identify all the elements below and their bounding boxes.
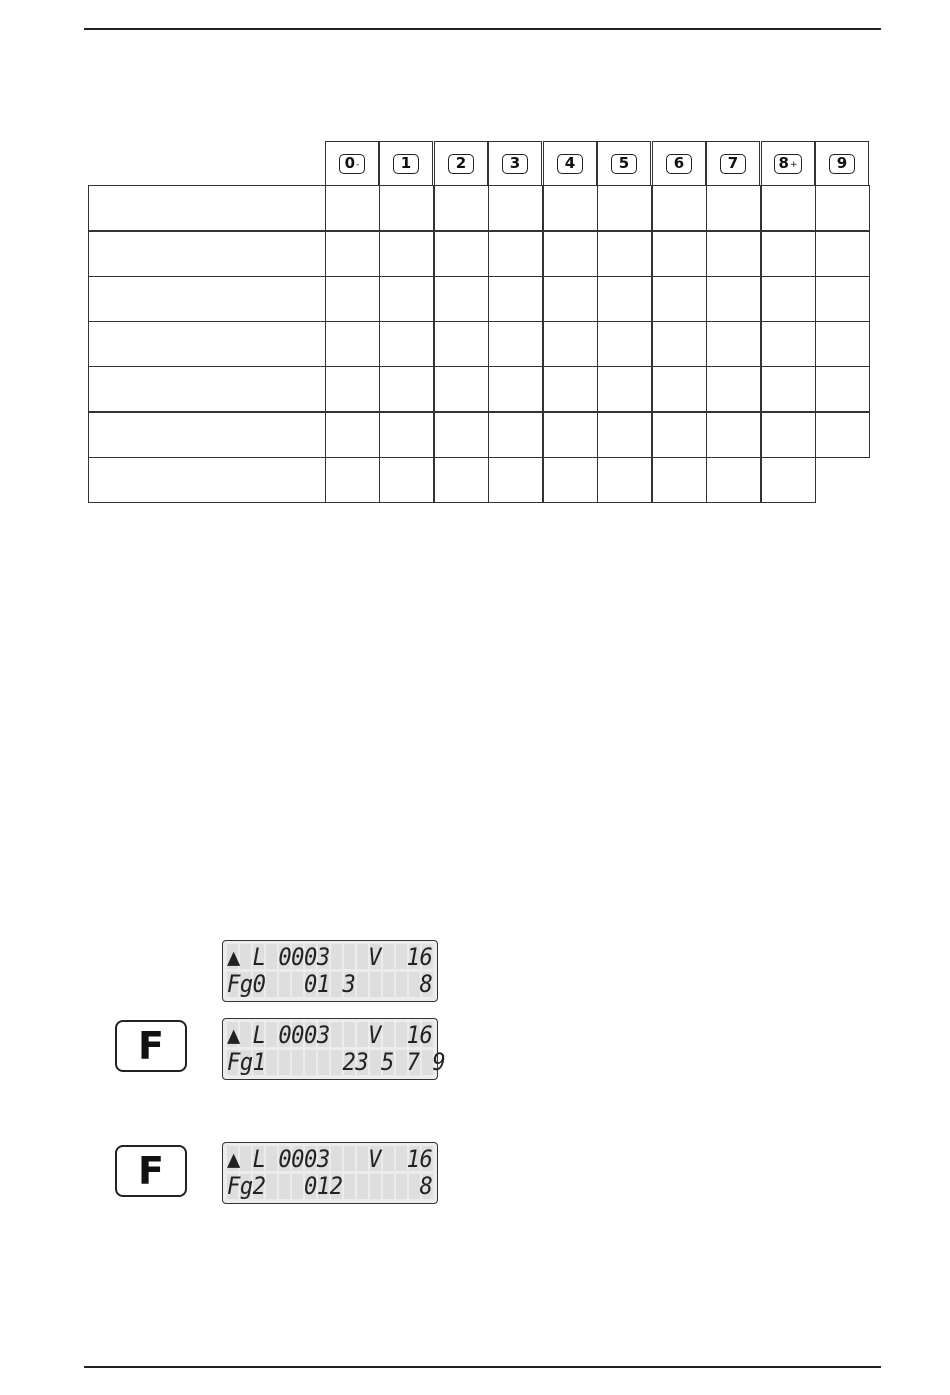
lcd-line-1: ▲ L 0003 V 16 <box>227 1021 433 1049</box>
grid-cell <box>434 366 489 412</box>
grid-cell <box>434 276 489 322</box>
grid-cell <box>434 231 489 277</box>
grid-cell <box>597 412 652 458</box>
keycap-5: 5 <box>611 154 637 174</box>
grid-cell <box>379 276 434 322</box>
lcd-line-1: ▲ L 0003 V 16 <box>227 943 433 971</box>
grid-row-label-cell <box>88 276 326 322</box>
grid-cell <box>815 366 870 412</box>
grid-cell <box>706 185 761 231</box>
grid-cell <box>761 231 816 277</box>
grid-cell <box>652 231 707 277</box>
bottom-rule <box>84 1366 881 1368</box>
header-key-3 <box>488 141 542 186</box>
grid-cell <box>488 366 543 412</box>
keycap-9: 9 <box>829 154 855 174</box>
grid-cell <box>706 276 761 322</box>
grid-cell <box>325 457 380 503</box>
grid-cell <box>706 231 761 277</box>
lcd-line-2: Fg1 23 5 7 9 <box>227 1048 446 1076</box>
grid-cell <box>815 412 870 458</box>
grid-cell <box>379 231 434 277</box>
grid-cell <box>815 276 870 322</box>
grid-cell <box>761 276 816 322</box>
lcd-line-2: Fg2 012 8 <box>227 1172 433 1200</box>
grid-cell <box>597 231 652 277</box>
grid-cell <box>379 457 434 503</box>
grid-cell <box>543 366 598 412</box>
grid-cell <box>652 321 707 367</box>
grid-cell <box>597 366 652 412</box>
header-key-8 <box>761 141 815 186</box>
lcd-display-fg2 <box>222 1142 438 1204</box>
grid-cell <box>761 185 816 231</box>
grid-row-label-cell <box>88 457 326 503</box>
function-key-button[interactable]: F <box>115 1145 187 1197</box>
grid-cell <box>761 412 816 458</box>
keycap-7: 7 <box>720 154 746 174</box>
grid-cell <box>434 185 489 231</box>
function-key-button[interactable]: F <box>115 1020 187 1072</box>
grid-cell <box>543 185 598 231</box>
grid-cell <box>325 412 380 458</box>
grid-cell <box>488 412 543 458</box>
grid-cell <box>325 231 380 277</box>
grid-row-label-cell <box>88 366 326 412</box>
grid-cell <box>597 457 652 503</box>
grid-cell <box>652 457 707 503</box>
keycap-8: 8 + <box>774 154 803 174</box>
keycap-2: 2 <box>448 154 474 174</box>
grid-row-label-cell <box>88 231 326 277</box>
grid-cell <box>325 276 380 322</box>
grid-cell <box>815 185 870 231</box>
grid-row-label-cell <box>88 321 326 367</box>
grid-cell <box>379 321 434 367</box>
grid-cell <box>488 457 543 503</box>
keycap-6: 6 <box>666 154 692 174</box>
grid-cell <box>761 457 816 503</box>
grid-cell <box>706 457 761 503</box>
grid-cell <box>597 276 652 322</box>
keycap-1: 1 <box>393 154 419 174</box>
lcd-display-fg1 <box>222 1018 446 1080</box>
grid-cell <box>488 276 543 322</box>
header-key-2 <box>434 141 488 186</box>
header-key-6 <box>652 141 706 186</box>
grid-cell <box>761 366 816 412</box>
grid-cell <box>543 412 598 458</box>
grid-cell <box>652 276 707 322</box>
grid-cell <box>815 321 870 367</box>
grid-cell <box>488 231 543 277</box>
grid-cell <box>706 412 761 458</box>
header-key-5 <box>597 141 651 186</box>
top-rule <box>84 28 881 30</box>
grid-cell <box>652 412 707 458</box>
grid-cell <box>325 366 380 412</box>
grid-cell <box>434 457 489 503</box>
keycap-3: 3 <box>502 154 528 174</box>
header-key-4 <box>543 141 597 186</box>
grid-cell <box>325 185 380 231</box>
keycap-0: 0 - <box>339 154 365 174</box>
grid-cell <box>652 366 707 412</box>
grid-cell <box>488 185 543 231</box>
grid-cell <box>543 457 598 503</box>
grid-cell <box>543 231 598 277</box>
lcd-line-2: Fg0 01 3 8 <box>227 970 433 998</box>
grid-cell <box>597 185 652 231</box>
grid-cell <box>379 185 434 231</box>
header-key-9 <box>815 141 869 186</box>
grid-cell <box>706 321 761 367</box>
grid-cell <box>379 366 434 412</box>
lcd-line-1: ▲ L 0003 V 16 <box>227 1145 433 1173</box>
header-key-7 <box>706 141 760 186</box>
grid-cell <box>761 321 816 367</box>
grid-cell <box>325 321 380 367</box>
grid-cell <box>379 412 434 458</box>
grid-row-label-cell <box>88 412 326 458</box>
header-key-1 <box>379 141 433 186</box>
grid-cell <box>488 321 543 367</box>
grid-cell <box>815 231 870 277</box>
grid-row-label-cell <box>88 185 326 231</box>
keycap-4: 4 <box>557 154 583 174</box>
header-key-0 <box>325 141 379 186</box>
grid-cell <box>543 276 598 322</box>
grid-cell <box>434 321 489 367</box>
lcd-display-fg0 <box>222 940 438 1002</box>
grid-cell <box>597 321 652 367</box>
grid-cell <box>652 185 707 231</box>
grid-cell <box>434 412 489 458</box>
grid-cell <box>543 321 598 367</box>
grid-cell <box>706 366 761 412</box>
